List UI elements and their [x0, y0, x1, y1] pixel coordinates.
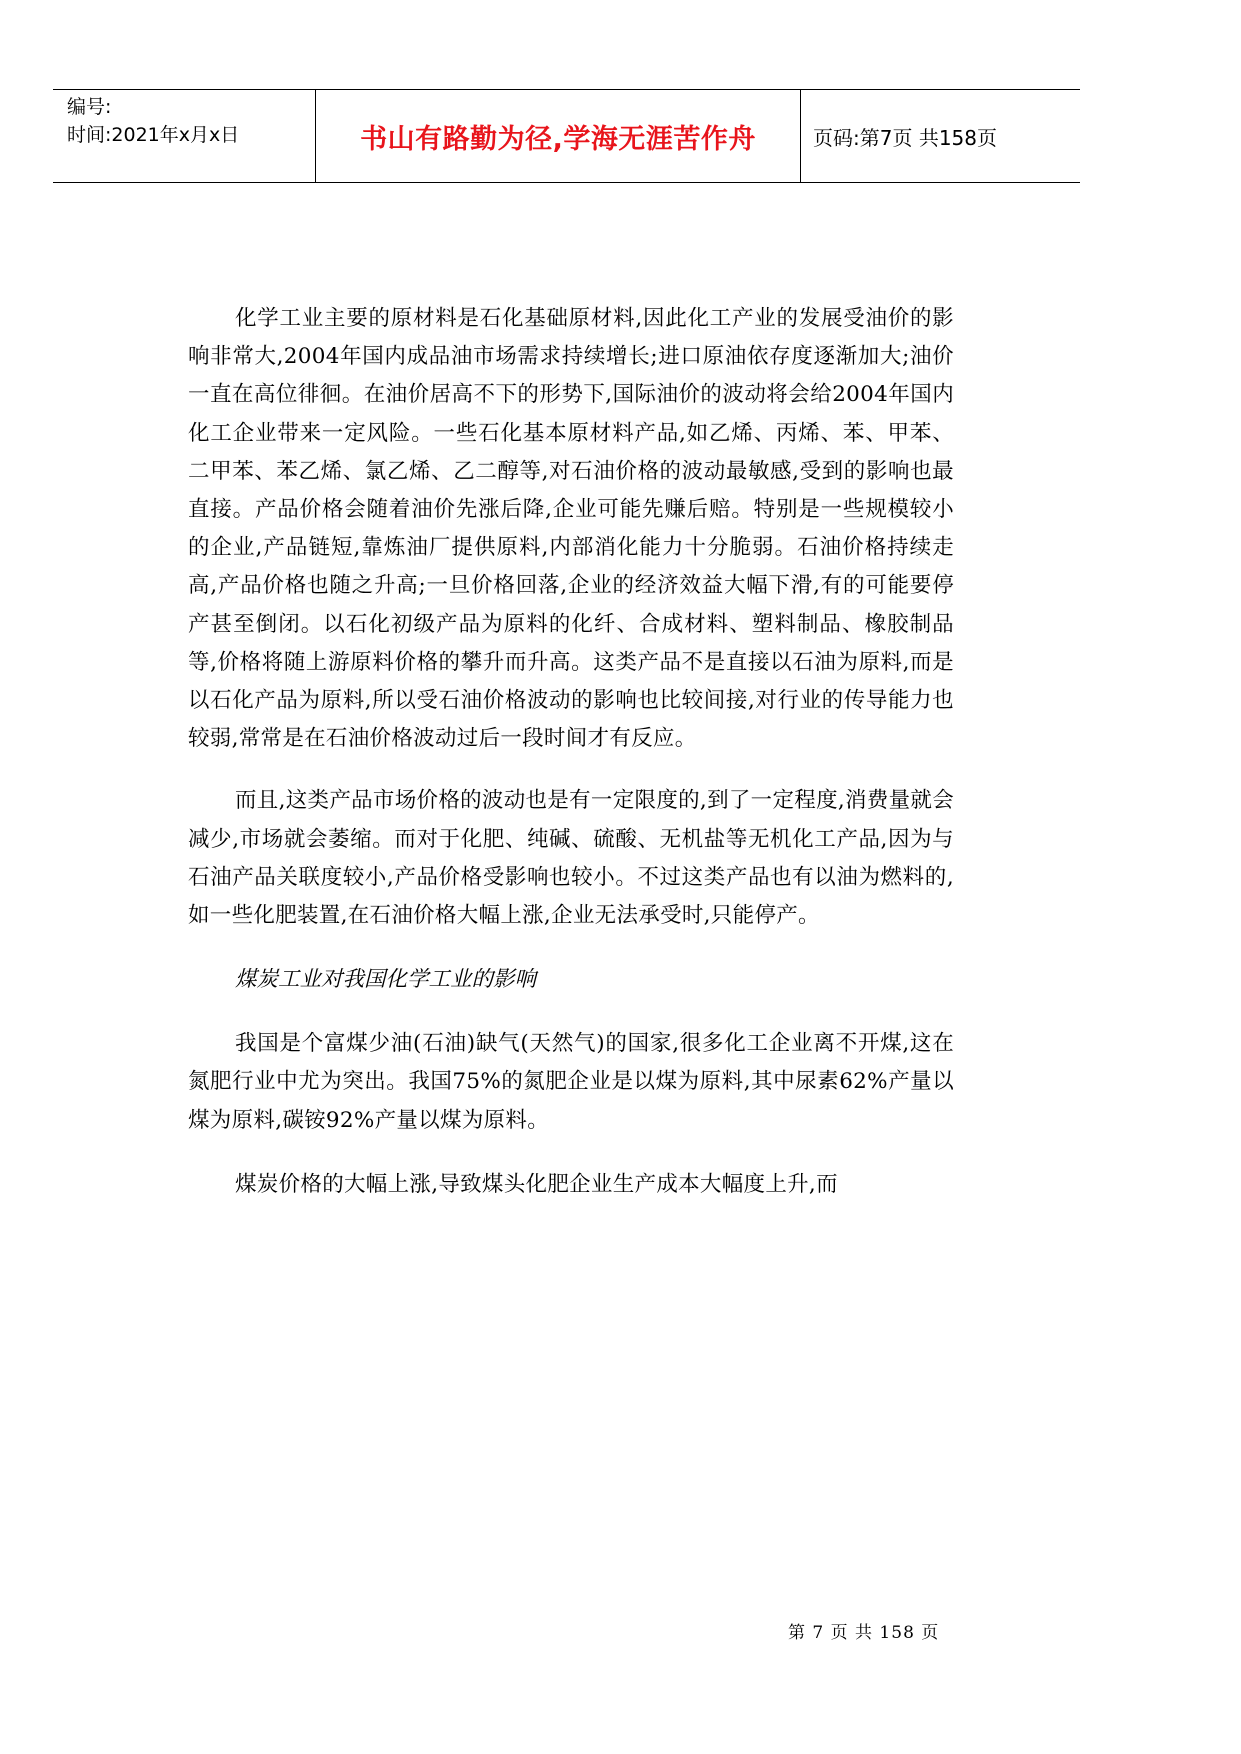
body-paragraph-2: 而且,这类产品市场价格的波动也是有一定限度的,到了一定程度,消费量就会减少,市场就会萎缩。而对于化肥、纯碱、硫酸、无机盐等无机化工产品,因为与石油产品关联度较小,产品价格受影响也较小。不过这类产品也有以油为燃料的,如一些化肥装置,在石油价格大幅上涨,企业无法承受时,只能停产。	[188, 788, 955, 929]
body-paragraph-1: 化学工业主要的原材料是石化基础原材料,因此化工产业的发展受油价的影响非常大,2004年国内成品油市场需求持续增长;进口原油依存度逐渐加大;油价一直在高位徘徊。在油价居高不下的形势下,国际油价的波动将会给2004年国内化工企业带来一定风险。一些石化基本原材料产品,如乙烯、丙烯、苯、甲苯、二甲苯、苯乙烯、氯乙烯、乙二醇等,对石油价格的波动最敏感,受到的影响也最直接。产品价格会随着油价先涨后降,企业可能先赚后赔。特别是一些规模较小的企业,产品链短,靠炼油厂提供原料,内部消化能力十分脆弱。石油价格持续走高,产品价格也随之升高;一旦价格回落,企业的经济效益大幅下滑,有的可能要停产甚至倒闭。以石化初级产品为原料的化纤、合成材料、塑料制品、橡胶制品等,价格将随上游原料价格的攀升而升高。这类产品不是直接以石油为原料,而是以石化产品为原料,所以受石油价格波动的影响也比较间接,对行业的传导能力也较弱,常常是在石油价格波动过后一段时间才有反应。	[188, 306, 954, 752]
header-meta	[53, 90, 315, 182]
document-number-label: 编号:	[67, 96, 112, 118]
header-motto: 书山有路勤为径,学海无涯苦作舟	[315, 90, 801, 182]
page-header	[53, 89, 1080, 183]
page-footer: 第 7 页 共 158 页	[788, 1623, 940, 1643]
section-subheading: 煤炭工业对我国化学工业的影响	[235, 967, 537, 993]
header-page-code-text: 页码:第7页 共158页	[813, 125, 997, 150]
body-paragraph-3: 我国是个富煤少油(石油)缺气(天然气)的国家,很多化工企业离不开煤,这在氮肥行业中尤为突出。我国75%的氮肥企业是以煤为原料,其中尿素62%产量以煤为原料,碳铵92%产量以煤为原料。	[188, 1031, 954, 1133]
header-page-code	[801, 90, 1080, 182]
document-body	[188, 300, 954, 1204]
document-date: 时间:2021年x月x日	[67, 124, 240, 146]
body-paragraph-4: 煤炭价格的大幅上涨,导致煤头化肥企业生产成本大幅度上升,而	[235, 1171, 838, 1197]
